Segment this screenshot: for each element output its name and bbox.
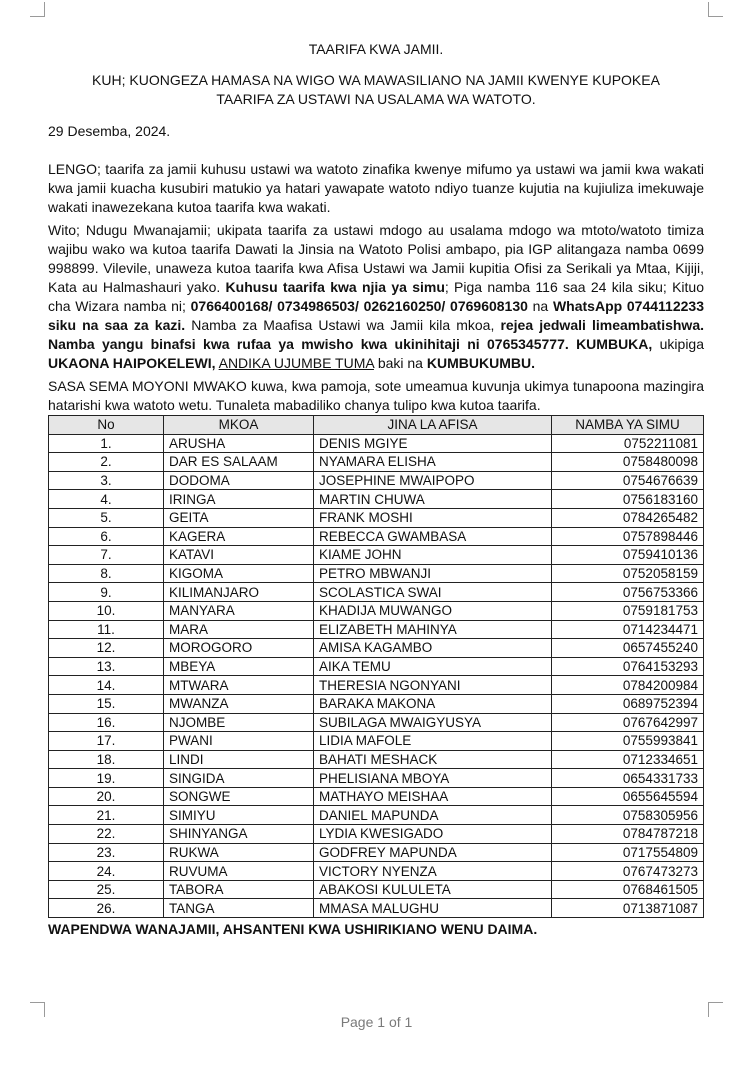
row-number: 2.	[49, 453, 164, 472]
row-number: 22.	[49, 825, 164, 844]
header-mkoa: MKOA	[164, 416, 314, 435]
phone-cell: 0655645594	[552, 787, 704, 806]
officer-name-cell: PHELISIANA MBOYA	[314, 769, 552, 788]
table-row	[49, 676, 704, 695]
table-row	[49, 713, 704, 732]
subtitle-line-1: KUH; KUONGEZA HAMASA NA WIGO WA MAWASILIANO NA JAMII KWENYE KUPOKEA	[92, 72, 660, 88]
phone-cell: 0712334651	[552, 750, 704, 769]
phone-cell: 0713871087	[552, 899, 704, 918]
officer-name-cell: SCOLASTICA SWAI	[314, 583, 552, 602]
header-namba: NAMBA YA SIMU	[552, 416, 704, 435]
region-cell: RUKWA	[164, 843, 314, 862]
sasa-text: kuwa, kwa pamoja, sote umeamua kuvunja ukimya tunapoona mazingira hatarishi kwa watoto wetu. Tunaleta mabadiliko chanya tulipo kwa kutoa taarifa.	[48, 378, 705, 413]
wito-text: na	[527, 298, 553, 314]
document-page	[48, 40, 704, 939]
table-row	[49, 843, 704, 862]
officer-name-cell: NYAMARA ELISHA	[314, 453, 552, 472]
phone-cell: 0654331733	[552, 769, 704, 788]
phone-cell: 0689752394	[552, 694, 704, 713]
region-cell: MTWARA	[164, 676, 314, 695]
lengo-text: taarifa za jamii kuhusu ustawi wa watoto zinafika kwenye mifumo ya ustawi wa jamii kwa wakati kwa jamii kuacha kusubiri matukio ya hatari yawapate watoto ndiyo tuanze kujutia na kujiuliza imekuwaje wakati inawezekana kutoa taarifa kwa wakati.	[48, 161, 704, 215]
officer-name-cell: PETRO MBWANJI	[314, 564, 552, 583]
sasa-paragraph	[48, 377, 704, 415]
officer-name-cell: ELIZABETH MAHINYA	[314, 620, 552, 639]
officer-name-cell: MARTIN CHUWA	[314, 490, 552, 509]
table-row	[49, 750, 704, 769]
phone-cell: 0767642997	[552, 713, 704, 732]
document-subtitle	[48, 71, 704, 109]
page-corner-mark	[30, 2, 45, 17]
phone-cell: 0784200984	[552, 676, 704, 695]
row-number: 24.	[49, 862, 164, 881]
table-header-row	[49, 416, 704, 435]
table-row	[49, 564, 704, 583]
region-cell: SIMIYU	[164, 806, 314, 825]
phone-cell: 0759410136	[552, 546, 704, 565]
officer-name-cell: AMISA KAGAMBO	[314, 639, 552, 658]
row-number: 12.	[49, 639, 164, 658]
phone-cell: 0756183160	[552, 490, 704, 509]
phone-cell: 0756753366	[552, 583, 704, 602]
officers-table	[48, 415, 704, 918]
officer-name-cell: BAHATI MESHACK	[314, 750, 552, 769]
region-cell: PWANI	[164, 732, 314, 751]
officer-name-cell: JOSEPHINE MWAIPOPO	[314, 471, 552, 490]
officer-name-cell: FRANK MOSHI	[314, 508, 552, 527]
officer-name-cell: REBECCA GWAMBASA	[314, 527, 552, 546]
table-row	[49, 583, 704, 602]
subtitle-line-2: TAARIFA ZA USTAWI NA USALAMA WA WATOTO.	[216, 91, 536, 107]
wito-bold: KUMBUKUMBU.	[426, 355, 535, 371]
header-jina: JINA LA AFISA	[314, 416, 552, 435]
table-row	[49, 601, 704, 620]
closing-statement: WAPENDWA WANAJAMII, AHSANTENI KWA USHIRIKIANO WENU DAIMA.	[48, 921, 538, 938]
phone-cell: 0784787218	[552, 825, 704, 844]
phone-cell: 0764153293	[552, 657, 704, 676]
row-number: 5.	[49, 508, 164, 527]
row-number: 10.	[49, 601, 164, 620]
wito-bold: UKAONA HAIPOKELEWI,	[48, 355, 216, 371]
table-body	[49, 434, 704, 917]
table-row	[49, 732, 704, 751]
row-number: 25.	[49, 880, 164, 899]
region-cell: ARUSHA	[164, 434, 314, 453]
officer-name-cell: SUBILAGA MWAIGYUSYA	[314, 713, 552, 732]
document-title: TAARIFA KWA JAMII.	[308, 41, 444, 57]
sasa-label: SASA SEMA MOYONI MWAKO	[48, 378, 247, 394]
phone-cell: 0758480098	[552, 453, 704, 472]
wito-text: baki na	[373, 355, 427, 371]
table-row	[49, 657, 704, 676]
region-cell: SONGWE	[164, 787, 314, 806]
region-cell: KIGOMA	[164, 564, 314, 583]
table-row	[49, 694, 704, 713]
page-indicator: Page 1 of 1	[340, 1014, 413, 1030]
region-cell: SHINYANGA	[164, 825, 314, 844]
row-number: 21.	[49, 806, 164, 825]
phone-cell: 0768461505	[552, 880, 704, 899]
region-cell: MWANZA	[164, 694, 314, 713]
region-cell: NJOMBE	[164, 713, 314, 732]
wito-bold: rejea jedwali limeambatishwa. Namba yangu binafsi kwa rufaa ya mwisho kwa ukinihitaji ni 0765345777. KUMBUKA,	[48, 317, 705, 352]
phone-cell: 0767473273	[552, 862, 704, 881]
phone-cell: 0784265482	[552, 508, 704, 527]
header-no: No	[49, 416, 164, 435]
officer-name-cell: MATHAYO MEISHAA	[314, 787, 552, 806]
table-row	[49, 862, 704, 881]
phone-cell: 0717554809	[552, 843, 704, 862]
row-number: 3.	[49, 471, 164, 490]
wito-text: Ndugu Mwanajamii; ukipata taarifa za ustawi mdogo au usalama mdogo wa mtoto/watoto timiza wajibu wako wa kutoa taarifa Dawati la Jinsia na Watoto Polisi ambapo, pia IGP alitangaza namba 0699 998899. Vilevile, unaweza kutoa taarifa kwa Afisa Ustawi wa Jamii kupitia Ofisi za Serikali ya Mtaa, Kijiji, Kata au Halmashauri yako.	[48, 222, 704, 295]
region-cell: LINDI	[164, 750, 314, 769]
row-number: 8.	[49, 564, 164, 583]
row-number: 19.	[49, 769, 164, 788]
row-number: 26.	[49, 899, 164, 918]
wito-text: ; Piga namba 116 saa 24 kila siku; Kituo cha Wizara namba ni;	[48, 279, 704, 314]
whatsapp-number: WhatsApp 0744112233 siku na saa za kazi.	[48, 298, 704, 333]
table-row	[49, 546, 704, 565]
officer-name-cell: ABAKOSI KULULETA	[314, 880, 552, 899]
phone-cell: 0759181753	[552, 601, 704, 620]
officer-name-cell: GODFREY MAPUNDA	[314, 843, 552, 862]
officer-name-cell: KIAME JOHN	[314, 546, 552, 565]
table-row	[49, 453, 704, 472]
ministry-numbers: 0766400168/ 0734986503/ 0262160250/ 0769608130	[190, 298, 528, 314]
wito-text: ukipiga	[652, 336, 704, 352]
officer-name-cell: DANIEL MAPUNDA	[314, 806, 552, 825]
officer-name-cell: VICTORY NYENZA	[314, 862, 552, 881]
phone-cell: 0754676639	[552, 471, 704, 490]
region-cell: KILIMANJARO	[164, 583, 314, 602]
table-row	[49, 880, 704, 899]
region-cell: TANGA	[164, 899, 314, 918]
officer-name-cell: AIKA TEMU	[314, 657, 552, 676]
lengo-paragraph	[48, 160, 704, 217]
phone-cell: 0755993841	[552, 732, 704, 751]
region-cell: KAGERA	[164, 527, 314, 546]
row-number: 7.	[49, 546, 164, 565]
table-row	[49, 434, 704, 453]
row-number: 11.	[49, 620, 164, 639]
region-cell: GEITA	[164, 508, 314, 527]
table-row	[49, 527, 704, 546]
officer-name-cell: LIDIA MAFOLE	[314, 732, 552, 751]
region-cell: MBEYA	[164, 657, 314, 676]
table-row	[49, 620, 704, 639]
region-cell: DODOMA	[164, 471, 314, 490]
row-number: 4.	[49, 490, 164, 509]
row-number: 15.	[49, 694, 164, 713]
row-number: 1.	[49, 434, 164, 453]
officer-name-cell: MMASA MALUGHU	[314, 899, 552, 918]
page-corner-mark	[708, 2, 723, 17]
row-number: 13.	[49, 657, 164, 676]
region-cell: MANYARA	[164, 601, 314, 620]
phone-cell: 0657455240	[552, 639, 704, 658]
row-number: 17.	[49, 732, 164, 751]
row-number: 23.	[49, 843, 164, 862]
region-cell: SINGIDA	[164, 769, 314, 788]
region-cell: TABORA	[164, 880, 314, 899]
table-row	[49, 825, 704, 844]
row-number: 14.	[49, 676, 164, 695]
table-row	[49, 769, 704, 788]
wito-paragraph	[48, 221, 704, 373]
table-row	[49, 471, 704, 490]
region-cell: KATAVI	[164, 546, 314, 565]
document-date: 29 Desemba, 2024.	[48, 123, 171, 139]
phone-cell: 0758305956	[552, 806, 704, 825]
row-number: 16.	[49, 713, 164, 732]
row-number: 9.	[49, 583, 164, 602]
officer-name-cell: LYDIA KWESIGADO	[314, 825, 552, 844]
row-number: 18.	[49, 750, 164, 769]
officer-name-cell: DENIS MGIYE	[314, 434, 552, 453]
table-row	[49, 787, 704, 806]
officer-name-cell: THERESIA NGONYANI	[314, 676, 552, 695]
phone-cell: 0752058159	[552, 564, 704, 583]
lengo-label: LENGO;	[48, 161, 101, 177]
table-row	[49, 806, 704, 825]
row-number: 6.	[49, 527, 164, 546]
region-cell: MARA	[164, 620, 314, 639]
officer-name-cell: KHADIJA MUWANGO	[314, 601, 552, 620]
table-row	[49, 490, 704, 509]
region-cell: IRINGA	[164, 490, 314, 509]
wito-label: Wito;	[48, 222, 80, 238]
wito-bold: Kuhusu taarifa kwa njia ya simu	[225, 279, 445, 295]
row-number: 20.	[49, 787, 164, 806]
phone-cell: 0752211081	[552, 434, 704, 453]
phone-cell: 0757898446	[552, 527, 704, 546]
phone-cell: 0714234471	[552, 620, 704, 639]
wito-underline: ANDIKA UJUMBE TUMA	[218, 355, 374, 371]
table-row	[49, 508, 704, 527]
region-cell: DAR ES SALAAM	[164, 453, 314, 472]
region-cell: MOROGORO	[164, 639, 314, 658]
table-row	[49, 639, 704, 658]
wito-text: Namba za Maafisa Ustawi wa Jamii kila mkoa,	[185, 317, 501, 333]
region-cell: RUVUMA	[164, 862, 314, 881]
officer-name-cell: BARAKA MAKONA	[314, 694, 552, 713]
table-row	[49, 899, 704, 918]
